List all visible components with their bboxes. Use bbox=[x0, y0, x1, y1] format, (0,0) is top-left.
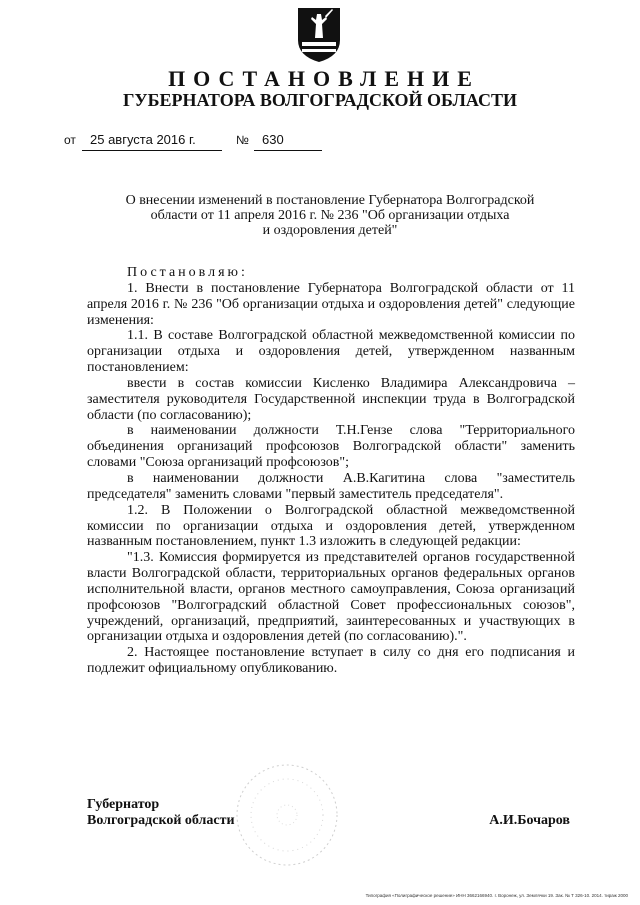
signatory-name: А.И.Бочаров bbox=[489, 813, 570, 828]
date-label: от bbox=[64, 133, 76, 147]
paragraph-1-3-text: "1.3. Комиссия формируется из представителей органов государственной власти Волгоградской области, территориальных органов федеральных органов исполнительной власти, органов местного самоуправления, Союза организаций профсоюзов "Волгоградский областной Совет профессиональных союзов", учреждений, организаций, предприятий, заинтересованных и участвующих в организации отдыха и оздоровления детей (по согласованию).". bbox=[87, 550, 575, 645]
printing-house-info: Типография «Полиграфическое решение» ИНН 3662166940. г. Воронеж, ул. Землячки 19. Зак. № Т 326-10. 2014. тираж 2000 bbox=[365, 893, 628, 898]
coat-of-arms-emblem bbox=[296, 6, 342, 64]
faded-seal-stamp bbox=[232, 760, 342, 870]
number-label: № bbox=[236, 133, 249, 147]
document-title: ПОСТАНОВЛЕНИЕ bbox=[168, 66, 480, 91]
paragraph-1: 1. Внести в постановление Губернатора Волгоградской области от 11 апреля 2016 г. № 236 "Об организации отдыха и оздоровления детей" следующие изменения: bbox=[87, 280, 575, 328]
signatory-position-line-2: Волгоградской области bbox=[87, 813, 235, 828]
paragraph-1-2: 1.2. В Положении о Волгоградской областной межведомственной комиссии по организации отдыха и оздоровления детей, утвержденном названным постановлением, пункт 1.3 изложить в следующей редакции: bbox=[87, 502, 575, 550]
date-value: 25 августа 2016 г. bbox=[82, 130, 222, 151]
subject-line-1: О внесении изменений в постановление Губернатора Волгоградской bbox=[125, 193, 535, 208]
subject-line-2: области от 11 апреля 2016 г. № 236 "Об организации отдыха bbox=[150, 208, 510, 223]
paragraph-kagitin: в наименовании должности А.В.Кагитина слова "заместитель председателя" заменить словами "первый заместитель председателя". bbox=[87, 470, 575, 502]
document-subject bbox=[100, 193, 560, 238]
paragraph-genze: в наименовании должности Т.Н.Гензе слова "Территориального объединения организаций профсоюзов Волгоградской области" заменить словами "Союза организаций профсоюзов"; bbox=[87, 423, 575, 471]
document-body bbox=[87, 265, 575, 677]
document-issuer: ГУБЕРНАТОРА ВОЛГОГРАДСКОЙ ОБЛАСТИ bbox=[122, 90, 518, 110]
paragraph-2: 2. Настоящее постановление вступает в силу со дня его подписания и подлежит официальному опубликованию. bbox=[87, 645, 575, 677]
paragraph-add-member: ввести в состав комиссии Кисленко Владимира Александровича – заместителя руководителя Государственной инспекции труда в Волгоградской области (по согласованию); bbox=[87, 375, 575, 423]
signatory-position bbox=[87, 797, 235, 829]
decree-word: Постановляю: bbox=[127, 265, 248, 280]
paragraph-1-1: 1.1. В составе Волгоградской областной межведомственной комиссии по организации отдыха и оздоровления детей, утвержденном названным постановлением: bbox=[87, 328, 575, 376]
signatory-position-line-1: Губернатор bbox=[87, 797, 160, 812]
subject-line-3: и оздоровления детей" bbox=[262, 223, 398, 238]
number-value: 630 bbox=[254, 130, 322, 151]
